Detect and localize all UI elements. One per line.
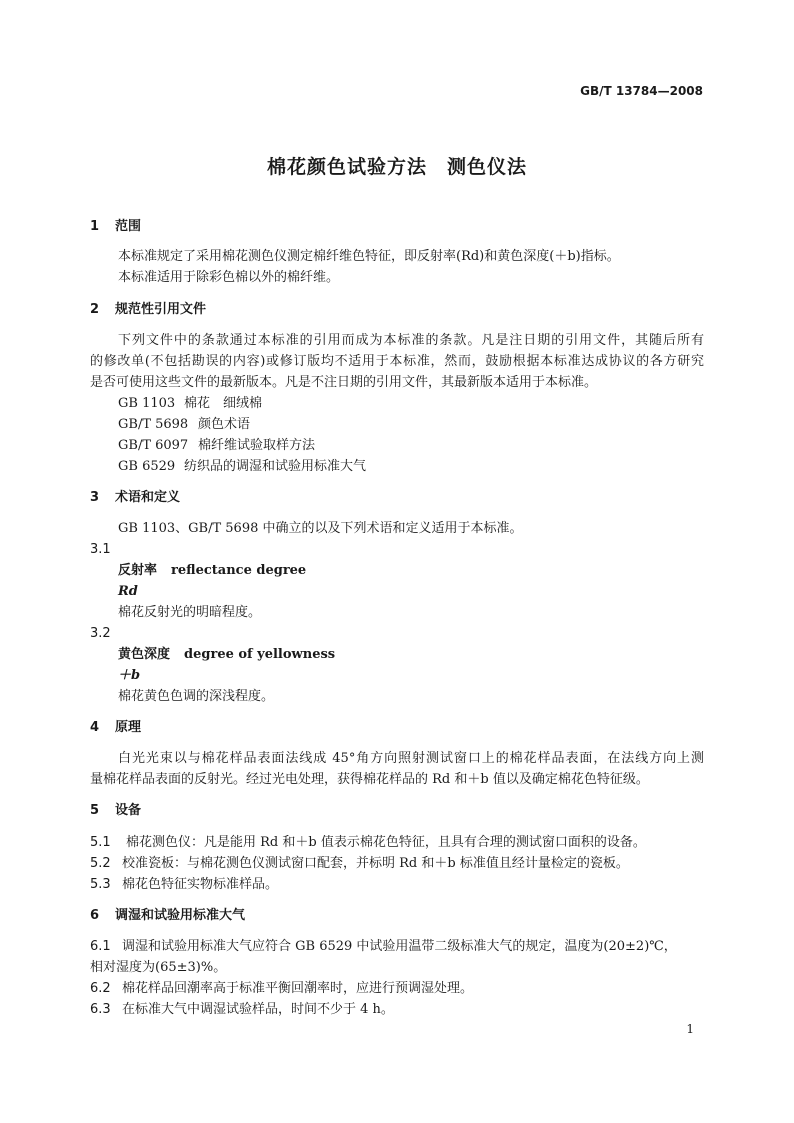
conditioning-item <box>90 980 473 998</box>
term-symbol: ＋b <box>118 668 141 683</box>
item-number: 5.2 <box>90 856 111 871</box>
reference-code: GB 1103 <box>118 396 176 411</box>
term-heading <box>118 646 335 664</box>
reference-title: 颜色术语 <box>198 417 251 432</box>
page-title: 棉花颜色试验方法 测色仪法 <box>266 156 527 178</box>
item-text: 在标准大气中调湿试验样品，时间不少于 4 h。 <box>122 1002 394 1017</box>
section-title: 原理 <box>115 720 142 735</box>
term-number: 3.2 <box>90 626 111 641</box>
term-english: degree of yellowness <box>184 647 336 662</box>
term-definition: 棉花黄色色调的深浅程度。 <box>118 689 275 704</box>
item-number: 6.2 <box>90 981 111 996</box>
equipment-item <box>90 855 629 873</box>
reference-code: GB/T 6097 <box>118 438 189 453</box>
item-text: 棉花样品回潮率高于标准平衡回潮率时，应进行预调湿处理。 <box>122 981 474 996</box>
equipment-item <box>90 876 278 894</box>
reference-item <box>118 416 250 434</box>
conditioning-item-continued: 相对湿度为(65±3)%。 <box>90 960 227 975</box>
term-heading <box>118 562 306 580</box>
section-1-heading <box>90 218 141 236</box>
section-number: 1 <box>90 219 100 234</box>
item-text: 调湿和试验用标准大气应符合 GB 6529 中试验用温带二级标准大气的规定，温度为(20±2)℃， <box>122 939 677 954</box>
reference-item <box>118 458 366 476</box>
conditioning-item <box>90 938 677 956</box>
reference-code: GB 6529 <box>118 459 176 474</box>
s2-paragraph-line-1: 下列文件中的条款通过本标准的引用而成为本标准的条款。凡是注日期的引用文件，其随后所有 <box>118 333 704 348</box>
s1-paragraph-2: 本标准适用于除彩色棉以外的棉纤维。 <box>118 270 340 285</box>
item-text: 棉花色特征实物标准样品。 <box>122 877 279 892</box>
s2-paragraph-line-2: 的修改单(不包括勘误的内容)或修订版均不适用于本标准，然而，鼓励根据本标准达成协议的各方研究 <box>90 354 704 369</box>
item-text: 棉花测色仪：凡是能用 Rd 和＋b 值表示棉花色特征，且具有合理的测试窗口面积的设备。 <box>126 835 646 850</box>
term-english: reflectance degree <box>171 563 307 578</box>
term-chinese: 黄色深度 <box>118 647 171 662</box>
s4-paragraph-line-2: 量棉花样品表面的反射光。经过光电处理，获得棉花样品的 Rd 和＋b 值以及确定棉花色特征级。 <box>90 772 649 787</box>
item-text: 校准瓷板：与棉花测色仪测试窗口配套，并标明 Rd 和＋b 标准值且经计量检定的瓷板。 <box>122 856 629 871</box>
section-title: 范围 <box>115 219 142 234</box>
section-number: 3 <box>90 490 100 505</box>
item-number: 5.1 <box>90 835 111 850</box>
equipment-item <box>90 834 646 852</box>
reference-title: 棉纤维试验取样方法 <box>198 438 316 453</box>
section-title: 规范性引用文件 <box>115 302 207 317</box>
item-number: 5.3 <box>90 877 111 892</box>
term-number: 3.1 <box>90 542 111 557</box>
section-title: 调湿和试验用标准大气 <box>115 908 246 923</box>
s2-paragraph-line-3: 是否可使用这些文件的最新版本。凡是不注日期的引用文件，其最新版本适用于本标准。 <box>90 375 598 390</box>
section-number: 5 <box>90 803 100 818</box>
reference-title: 棉花 细绒棉 <box>184 396 263 411</box>
standard-code-header: GB/T 13784—2008 <box>580 84 703 98</box>
term-chinese: 反射率 <box>118 563 158 578</box>
section-3-heading <box>90 489 180 507</box>
section-number: 2 <box>90 302 100 317</box>
section-6-heading <box>90 907 245 925</box>
section-title: 术语和定义 <box>115 490 181 505</box>
term-symbol: Rd <box>118 584 138 599</box>
item-number: 6.3 <box>90 1002 111 1017</box>
item-number: 6.1 <box>90 939 111 954</box>
section-4-heading <box>90 719 141 737</box>
reference-item <box>118 437 315 455</box>
section-5-heading <box>90 802 141 820</box>
conditioning-item <box>90 1001 394 1019</box>
section-2-heading <box>90 301 206 319</box>
section-number: 6 <box>90 908 100 923</box>
reference-item <box>118 395 262 413</box>
section-number: 4 <box>90 720 100 735</box>
s3-paragraph: GB 1103、GB/T 5698 中确立的以及下列术语和定义适用于本标准。 <box>118 521 523 536</box>
term-definition: 棉花反射光的明暗程度。 <box>118 605 262 620</box>
page-number: 1 <box>686 1022 694 1036</box>
s4-paragraph-line-1: 白光光束以与棉花样品表面法线成 45°角方向照射测试窗口上的棉花样品表面，在法线方向上测 <box>118 751 704 766</box>
reference-title: 纺织品的调湿和试验用标准大气 <box>184 459 367 474</box>
s1-paragraph-1: 本标准规定了采用棉花测色仪测定棉纤维色特征，即反射率(Rd)和黄色深度(＋b)指标。 <box>118 249 620 264</box>
reference-code: GB/T 5698 <box>118 417 189 432</box>
section-title: 设备 <box>115 803 142 818</box>
